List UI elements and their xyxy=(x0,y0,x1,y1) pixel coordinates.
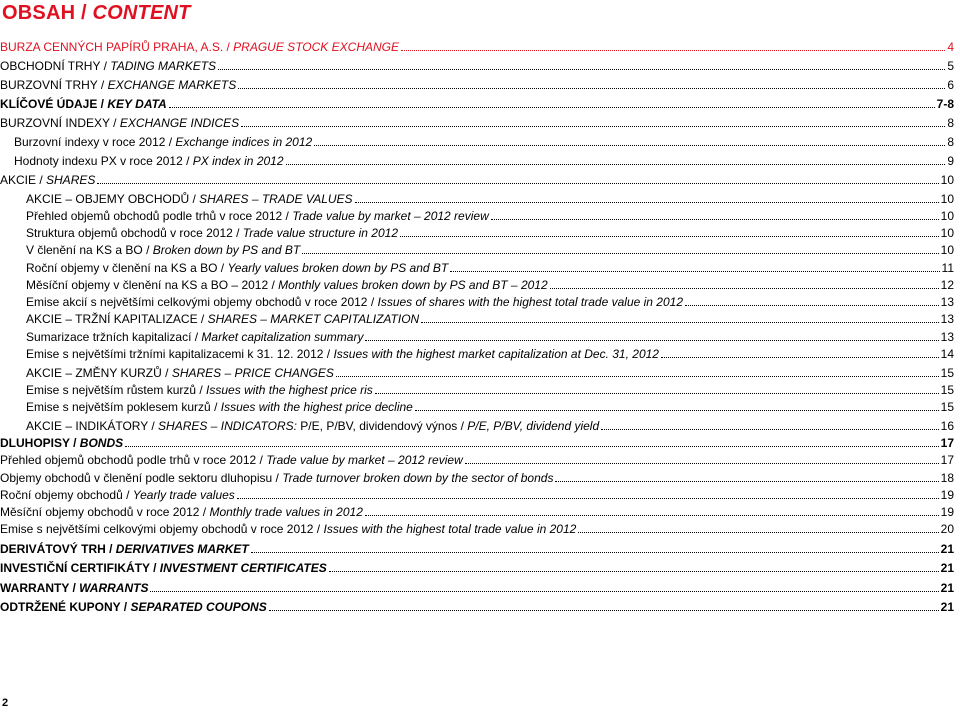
toc-page-number: 15 xyxy=(940,366,954,380)
toc-entry-english: DERIVATIVES MARKET xyxy=(115,542,249,556)
toc-page-number: 6 xyxy=(947,78,954,92)
toc-page-number: 10 xyxy=(940,243,954,257)
toc-entry-english: SHARES – INDICATORS: xyxy=(158,419,297,433)
toc-entry[interactable] xyxy=(0,329,954,345)
toc-entry-czech: Burzovní indexy v roce 2012 / xyxy=(14,135,176,149)
toc-entry-czech: Emise akcií s největšími celkovými objemy obchodů v roce 2012 / xyxy=(26,295,378,309)
toc-entry-label xyxy=(26,294,683,310)
toc-entry-english: Monthly trade values in 2012 xyxy=(209,505,363,519)
toc-entry[interactable] xyxy=(0,399,954,415)
toc-leader-dots xyxy=(314,134,945,146)
toc-leader-dots xyxy=(465,452,939,464)
toc-entry[interactable] xyxy=(0,115,954,131)
toc-leader-dots xyxy=(400,225,939,237)
toc-page-number: 5 xyxy=(947,59,954,73)
toc-entry-label xyxy=(0,172,95,188)
toc-page-number: 18 xyxy=(940,471,954,485)
toc-entry-label xyxy=(0,580,148,596)
toc-page-number: 11 xyxy=(941,261,954,275)
toc-entry-english: WARRANTS xyxy=(79,581,149,595)
toc-entry-czech: BURZOVNÍ TRHY / xyxy=(0,78,108,92)
toc-entry[interactable] xyxy=(0,225,954,241)
toc-page-number: 8 xyxy=(947,116,954,130)
toc-entry-label xyxy=(14,134,312,150)
toc-page-number: 10 xyxy=(940,192,954,206)
toc-entry-czech: AKCIE – INDIKÁTORY / xyxy=(26,419,159,433)
toc-entry-czech: KLÍČOVÉ ÚDAJE / xyxy=(0,97,108,111)
toc-page-number: 21 xyxy=(940,542,954,556)
toc-leader-dots xyxy=(685,294,939,306)
toc-entry[interactable] xyxy=(0,346,954,362)
toc-page-number: 10 xyxy=(940,209,954,223)
toc-page-number: 9 xyxy=(947,154,954,168)
toc-entry[interactable] xyxy=(0,311,954,327)
toc-entry-english: Issues with the highest market capitalization at Dec. 31, 2012 xyxy=(333,347,659,361)
toc-entry-english: Issues of shares with the highest total trade value in 2012 xyxy=(377,295,684,309)
toc-page-number: 15 xyxy=(940,400,954,414)
toc-page-number: 12 xyxy=(940,278,954,292)
toc-entry-english: Trade value structure in 2012 xyxy=(242,226,398,240)
toc-leader-dots xyxy=(97,172,938,184)
toc-leader-dots xyxy=(365,504,939,516)
toc-page-number: 19 xyxy=(940,488,954,502)
toc-entry-english: SHARES – TRADE VALUES xyxy=(199,192,353,206)
toc-entry[interactable] xyxy=(0,242,954,258)
toc-entry-czech: Emise s největším růstem kurzů / xyxy=(26,383,207,397)
toc-page-number: 10 xyxy=(940,226,954,240)
toc-entry-english: Trade value by market – 2012 review xyxy=(292,209,489,223)
toc-leader-dots xyxy=(421,311,938,323)
toc-leader-dots xyxy=(375,382,939,394)
toc-entry[interactable] xyxy=(0,58,954,74)
toc-entry-czech: Struktura objemů obchodů v roce 2012 / xyxy=(26,226,243,240)
toc-entry[interactable] xyxy=(0,487,954,503)
toc-entry-czech: Hodnoty indexu PX v roce 2012 / xyxy=(14,154,193,168)
toc-leader-dots xyxy=(661,346,939,358)
toc-entry[interactable] xyxy=(0,580,954,596)
toc-leader-dots xyxy=(550,277,939,289)
toc-entry-label xyxy=(0,487,235,503)
toc-entry[interactable] xyxy=(0,435,954,451)
toc-entry[interactable] xyxy=(0,521,954,537)
toc-entry[interactable] xyxy=(0,172,954,188)
toc-page-number: 7-8 xyxy=(936,97,954,111)
toc-page-number: 8 xyxy=(947,135,954,149)
toc-entry-label xyxy=(0,560,327,576)
toc-entry-label xyxy=(0,115,239,131)
toc-entry-english: SHARES – PRICE CHANGES xyxy=(171,366,334,380)
toc-entry-czech: OBCHODNÍ TRHY / xyxy=(0,59,111,73)
toc-entry[interactable] xyxy=(0,96,954,112)
toc-entry-label xyxy=(26,208,489,224)
toc-entry-label xyxy=(14,153,284,169)
toc-page-number: 13 xyxy=(940,330,954,344)
toc-entry[interactable] xyxy=(0,260,954,276)
toc-entry-label xyxy=(0,521,576,537)
toc-entry-english: KEY DATA xyxy=(107,97,167,111)
toc-entry-english: Trade value by market – 2012 review xyxy=(266,453,463,467)
page-number: 2 xyxy=(2,697,9,709)
toc-entry-label xyxy=(0,39,399,55)
toc-entry[interactable] xyxy=(0,382,954,398)
toc-entry-label xyxy=(26,346,659,362)
toc-entry-czech: DLUHOPISY / xyxy=(0,436,80,450)
toc-leader-dots xyxy=(238,77,945,89)
toc-entry-label xyxy=(26,399,413,415)
toc-entry[interactable] xyxy=(0,294,954,310)
toc-page-number: 17 xyxy=(940,436,954,450)
toc-leader-dots xyxy=(491,208,939,220)
toc-page-number: 15 xyxy=(940,383,954,397)
toc-entry[interactable] xyxy=(0,560,954,576)
toc-entry-czech: Roční objemy obchodů / xyxy=(0,488,133,502)
toc-entry[interactable] xyxy=(0,365,954,381)
toc-leader-dots xyxy=(150,580,938,592)
toc-leader-dots xyxy=(365,329,938,341)
toc-entry-english: Issues with the highest price decline xyxy=(220,400,413,414)
toc-entry[interactable] xyxy=(0,191,954,207)
toc-leader-dots xyxy=(401,39,945,51)
toc-leader-dots xyxy=(355,191,939,203)
toc-entry-label xyxy=(0,58,216,74)
toc-entry-english: Exchange indices in 2012 xyxy=(175,135,313,149)
toc-entry-english: SHARES xyxy=(46,173,96,187)
toc-entry-label xyxy=(0,77,236,93)
toc-entry[interactable] xyxy=(0,504,954,520)
toc-entry-czech: Přehled objemů obchodů podle trhů v roce 2012 / xyxy=(0,453,267,467)
toc-entry-label xyxy=(0,435,123,451)
toc-entry-english: PRAGUE STOCK EXCHANGE xyxy=(233,40,399,54)
toc-page-number: 14 xyxy=(940,347,954,361)
toc-leader-dots xyxy=(286,153,946,165)
toc-entry-label xyxy=(26,311,419,327)
toc-entry[interactable] xyxy=(0,277,954,293)
toc-leader-dots xyxy=(237,487,939,499)
toc-entry-english: SHARES – MARKET CAPITALIZATION xyxy=(207,312,420,326)
toc-entry-czech: Objemy obchodů v členění podle sektoru dluhopisu / xyxy=(0,471,283,485)
toc-page-number: 21 xyxy=(940,561,954,575)
toc-entry-czech: BURZOVNÍ INDEXY / xyxy=(0,116,120,130)
toc-entry-label xyxy=(26,418,599,434)
toc-leader-dots xyxy=(555,470,938,482)
toc-entry-english: SEPARATED COUPONS xyxy=(130,600,267,614)
toc-entry-czech: AKCIE – OBJEMY OBCHODŮ / xyxy=(26,192,200,206)
toc-leader-dots xyxy=(302,242,938,254)
toc-entry-czech: ODTRŽENÉ KUPONY / xyxy=(0,600,131,614)
toc-leader-dots xyxy=(415,399,939,411)
toc-page-number: 19 xyxy=(940,505,954,519)
toc-page-number: 4 xyxy=(947,40,954,54)
toc-page-number: 13 xyxy=(940,295,954,309)
toc-entry-label xyxy=(26,260,448,276)
toc-entry-english: TADING MARKETS xyxy=(110,59,217,73)
toc-leader-dots xyxy=(336,365,939,377)
toc-entry-czech: Sumarizace tržních kapitalizací / xyxy=(26,330,202,344)
toc-entry-czech-tail: P/E, P/BV, dividendový výnos / xyxy=(296,419,468,433)
toc-entry-czech: Měsíční objemy obchodů v roce 2012 / xyxy=(0,505,210,519)
toc-leader-dots xyxy=(329,560,939,572)
toc-page-number: 16 xyxy=(940,419,954,433)
toc-entry-label xyxy=(0,452,463,468)
toc-entry[interactable] xyxy=(0,470,954,486)
toc-leader-dots xyxy=(218,58,945,70)
toc-entry-english-tail: P/E, P/BV, dividend yield xyxy=(467,419,600,433)
toc-entry-czech: DERIVÁTOVÝ TRH / xyxy=(0,542,116,556)
toc-entry-label xyxy=(26,365,334,381)
page-title: OBSAH / CONTENT xyxy=(2,2,191,24)
toc-entry-label xyxy=(26,225,398,241)
toc-entry-czech: Roční objemy v členění na KS a BO / xyxy=(26,261,228,275)
toc-entry-czech: AKCIE – TRŽNÍ KAPITALIZACE / xyxy=(26,312,208,326)
toc-entry-english: EXCHANGE MARKETS xyxy=(107,78,237,92)
toc-entry[interactable] xyxy=(0,452,954,468)
toc-page-number: 13 xyxy=(940,312,954,326)
toc-leader-dots xyxy=(251,541,939,553)
toc-entry-label xyxy=(0,504,363,520)
toc-entry[interactable] xyxy=(0,541,954,557)
toc-entry-english: Broken down by PS and BT xyxy=(152,243,301,257)
toc-entry-czech: BURZA CENNÝCH PAPÍRŮ PRAHA, A.S. / xyxy=(0,40,234,54)
toc-entry-english: Trade turnover broken down by the sector of bonds xyxy=(282,471,554,485)
toc-leader-dots xyxy=(125,435,939,447)
toc-entry-label xyxy=(0,541,249,557)
toc-entry[interactable] xyxy=(0,153,954,169)
toc-entry-english: EXCHANGE INDICES xyxy=(119,116,240,130)
toc-entry[interactable] xyxy=(0,599,954,615)
toc-entry-english: Yearly values broken down by PS and BT xyxy=(227,261,449,275)
toc-entry-czech: INVESTIČNÍ CERTIFIKÁTY / xyxy=(0,561,160,575)
toc-entry-english: Monthly values broken down by PS and BT – 2012 xyxy=(278,278,548,292)
toc-entry-english: Yearly trade values xyxy=(132,488,235,502)
toc-entry-label xyxy=(0,96,167,112)
toc-entry-label xyxy=(26,277,548,293)
toc-entry-czech: AKCIE – ZMĚNY KURZŮ / xyxy=(26,366,172,380)
toc-entry-english: Issues with the highest total trade value in 2012 xyxy=(323,522,577,536)
toc-leader-dots xyxy=(169,96,935,108)
toc-entry[interactable] xyxy=(0,134,954,150)
toc-entry-label xyxy=(26,242,300,258)
toc-page-number: 10 xyxy=(940,173,954,187)
toc-leader-dots xyxy=(601,418,938,430)
toc-entry-czech: AKCIE / xyxy=(0,173,47,187)
toc-entry-czech: V členění na KS a BO / xyxy=(26,243,153,257)
toc-entry-label xyxy=(0,599,267,615)
toc-entry-english: BONDS xyxy=(79,436,124,450)
toc-page-number: 21 xyxy=(940,600,954,614)
toc-entry-czech: Měsíční objemy v členění na KS a BO – 2012 / xyxy=(26,278,279,292)
toc-entry-label xyxy=(26,329,363,345)
toc-entry-czech: WARRANTY / xyxy=(0,581,80,595)
toc-page-number: 20 xyxy=(940,522,954,536)
toc-leader-dots xyxy=(450,260,939,272)
toc-entry-english: Issues with the highest price ris xyxy=(206,383,373,397)
toc-entry-label xyxy=(26,382,373,398)
toc-leader-dots xyxy=(269,599,939,611)
toc-leader-dots xyxy=(241,115,945,127)
toc-entry-english: Market capitalization summary xyxy=(201,330,364,344)
toc-entry[interactable] xyxy=(0,39,954,55)
toc-entry-czech: Emise s největšími celkovými objemy obchodů v roce 2012 / xyxy=(0,522,324,536)
toc-entry-english: PX index in 2012 xyxy=(192,154,284,168)
toc-entry-label xyxy=(26,191,353,207)
toc-entry-english: INVESTMENT CERTIFICATES xyxy=(159,561,327,575)
toc-entry[interactable] xyxy=(0,418,954,434)
toc-entry-label xyxy=(0,470,553,486)
toc-entry-czech: Emise s největšími tržními kapitalizacemi k 31. 12. 2012 / xyxy=(26,347,334,361)
toc-entry-czech: Přehled objemů obchodů podle trhů v roce 2012 / xyxy=(26,209,293,223)
toc-page-number: 21 xyxy=(940,581,954,595)
toc-entry-czech: Emise s největším poklesem kurzů / xyxy=(26,400,221,414)
toc-leader-dots xyxy=(578,521,938,533)
toc-entry[interactable] xyxy=(0,208,954,224)
toc-entry[interactable] xyxy=(0,77,954,93)
toc-page-number: 17 xyxy=(940,453,954,467)
